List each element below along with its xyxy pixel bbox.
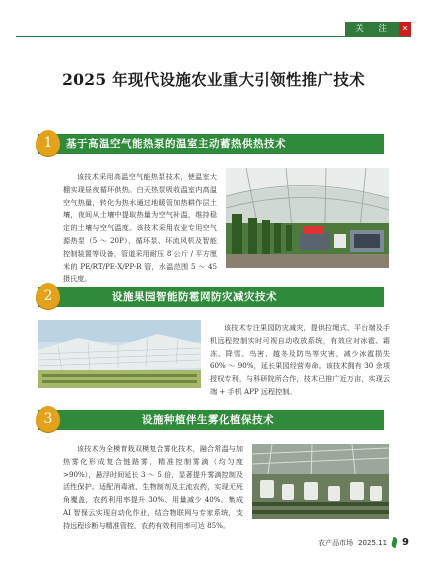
section-1-text: 该技术采用高温空气能热泵技术，使温室大棚实现昼夜循环供热。白天热泵吸收温室内高温空气热量，转化为热水通过地暖管加热耕作层土壤，夜间从土壤中提取热量为空气补温，维持稳定的土壤与空气温度。该技术采用农业专用空气源热泵（5 ～ 20P）、循环泵、环流风机及智能控制装置等设备，管道采用耐压 8 公斤 / 平方厘米的 PE/RT/PE-X/PP-R 管，水温范围 5 ～ 45 摄氏度。 (63, 172, 217, 284)
section-heading: 基于高温空气能热泵的温室主动蓄热供热技术 (66, 138, 286, 150)
page-number: 9 (402, 537, 409, 548)
orchard-hail-net-photo (38, 320, 201, 388)
section-number-badge: 2 (36, 283, 60, 309)
issue-number: 2025.11 (358, 538, 388, 547)
section-number-badge: 1 (36, 130, 60, 156)
section-1-heading-band (38, 134, 384, 154)
section-number-badge: 3 (36, 406, 60, 432)
page-footer (318, 537, 409, 548)
section-2-text: 该技术专注果园防灾减灾，提供拉绳式、平台端及手机远程控制实时可视自动收放系统，有效应对冰雹、霜冻、降雪、鸟害、越冬及防鸟等灾害，减少冰雹损失 60% ～ 90%，延长果园经营寿命。该技术拥有 30 余项授权专利，与科研院所合作，技术已推广近万亩，实现云端 + 手机 APP 远程控制。 (210, 323, 390, 396)
greenhouse-heat-pump-photo (226, 168, 389, 268)
section-3-heading-band (38, 410, 384, 430)
magazine-name: 农产品市场 (318, 538, 354, 547)
page-title: 2025 年现代设施农业重大引领性推广技术 (62, 70, 365, 89)
leaf-icon (391, 537, 399, 548)
section-2-heading-band (38, 287, 384, 307)
section-heading: 设施果园智能防雹网防灾减灾技术 (112, 291, 277, 303)
section-heading: 设施种植伴生雾化植保技术 (142, 414, 274, 426)
header-rule (16, 36, 411, 37)
atomization-plant-protection-photo (252, 444, 389, 519)
section-3-text: 该技术为全模育栽双模复合雾化技术，融合常温与加热雾化形成复合链路雾，精准控制雾滴（均匀度 >90%），悬浮时间延长 3 ～ 5 倍，显著提升雾滴控制及活性保护。适配消毒液、生物制剂及主流农药，实现无死角覆盖，农药利用率提升 30%、用量减少 40%。集成 AI 智保云实现自动化作业，结合物联网与专家系统，支持远程诊断与精准管控，农药有效利用率可达 85%。 (63, 444, 243, 530)
section-tab-label: 关 注 (345, 22, 399, 36)
section-tab (345, 22, 411, 36)
x-mark-icon: ✕ (399, 22, 411, 36)
